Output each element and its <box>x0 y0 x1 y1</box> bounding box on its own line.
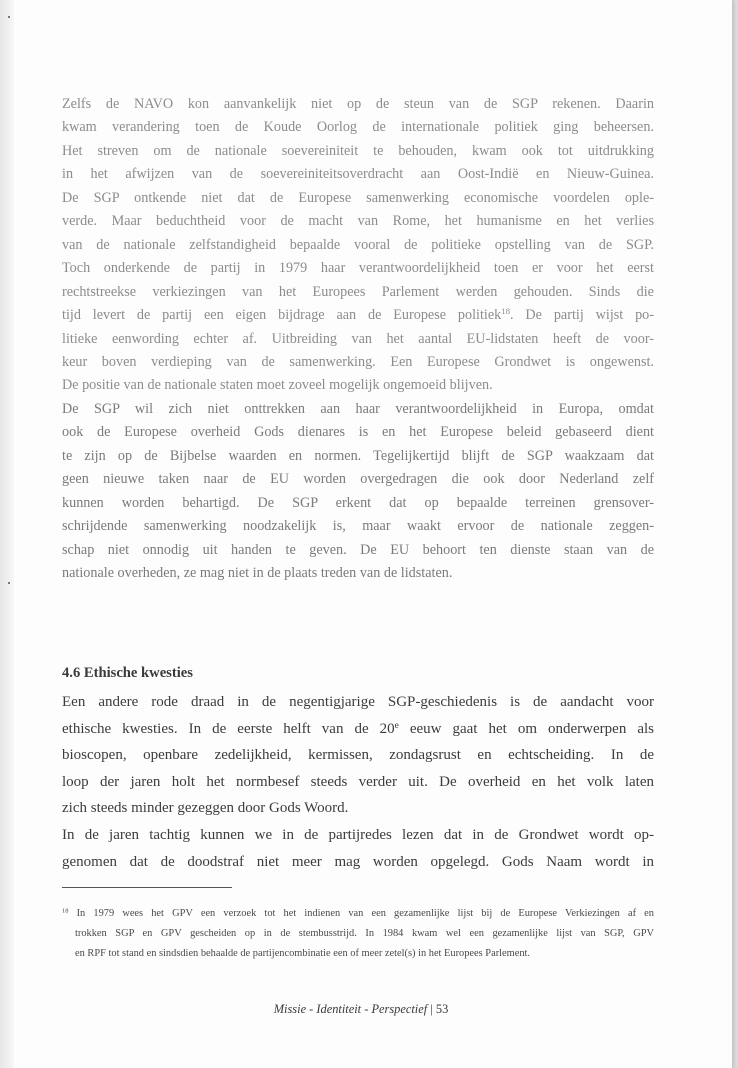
text-fragment: tijd levert de partij een eigen bijdrage aan de Europese politiek <box>62 307 502 324</box>
paragraph-europe <box>62 93 654 586</box>
text-line-with-footnote <box>62 304 654 327</box>
text-line: kwam verandering toen de Koude Oorlog de internationale politiek ging beheersen. <box>62 119 654 136</box>
footnote-line: trokken SGP en GPV gescheiden op in de stembusstrijd. In 1984 kwam wel een gezamenlijke lijst van SGP, GPV <box>75 928 654 939</box>
footer-title: Missie - Identiteit - Perspectief <box>273 1002 428 1016</box>
paragraph-ethics <box>62 689 654 875</box>
text-line: kunnen worden behartigd. De SGP erkent dat op bepaalde terreinen grensover- <box>62 494 654 511</box>
text-fragment: eeuw gaat het om onderwerpen als <box>398 720 654 737</box>
page-gutter <box>0 0 14 1068</box>
footnote <box>62 904 654 964</box>
text-fragment: In 1979 wees het GPV een verzoek tot het indienen van een gezamenlijke lijst bij de Europese Verkiezingen af en <box>68 908 654 919</box>
text-line: litieke eenwording echter af. Uitbreiding van het aantal EU-lidstaten heeft de voor- <box>62 330 654 347</box>
text-line: Toch onderkende de partij in 1979 haar verantwoordelijkheid toen er voor het eerst <box>62 260 654 277</box>
text-line: verde. Maar beduchtheid voor de macht van Rome, het humanisme en het verlies <box>62 213 654 230</box>
text-line: Zelfs de NAVO kon aanvankelijk niet op de steun van de SGP rekenen. Daarin <box>62 96 654 112</box>
footer-separator: | <box>427 1002 436 1016</box>
text-fragment: . De partij wijst po- <box>510 307 654 324</box>
text-line: genomen dat de doodstraf niet meer mag worden opgelegd. Gods Naam wordt in <box>62 853 654 870</box>
text-line: te zijn op de Bijbelse waarden en normen. Tegelijkertijd blijft de SGP waakzaam dat <box>62 447 654 464</box>
footnote-line <box>62 904 654 924</box>
text-line-with-superscript <box>62 716 654 743</box>
superscript: e <box>394 720 399 731</box>
text-line: nationale overheden, ze mag niet in de plaats treden van de lidstaten. <box>62 565 453 582</box>
text-line: schrijdende samenwerking noodzakelijk is, maar waakt ervoor de nationale zeggen- <box>62 518 654 535</box>
text-line: loop der jaren holt het normbesef steeds verder uit. De overheid en het volk laten <box>62 773 654 790</box>
text-line: zich steeds minder gezeggen door Gods Woord. <box>62 800 349 817</box>
text-line: schap niet onnodig uit handen te geven. De EU behoort ten dienste staan van de <box>62 541 654 558</box>
footnote-reference[interactable]: 18 <box>501 306 511 317</box>
text-line: rechtstreekse verkiezingen van het Europees Parlement werden gehouden. Sinds die <box>62 283 654 300</box>
text-line: keur boven verdieping van de samenwerking. Een Europese Grondwet is ongewenst. <box>62 353 654 370</box>
page-footer <box>0 1002 722 1017</box>
text-line: De SGP wil zich niet onttrekken aan haar verantwoordelijkheid in Europa, omdat <box>62 400 654 417</box>
text-line: De SGP ontkende niet dat de Europese samenwerking economische voordelen ople- <box>62 189 654 206</box>
text-line: ook de Europese overheid Gods dienares is en het Europese beleid gebaseerd dient <box>62 424 654 441</box>
edge-mark <box>8 16 10 18</box>
footnote-divider <box>62 887 232 888</box>
page-number: 53 <box>435 1002 449 1016</box>
footnote-line: en RPF tot stand en sindsdien behaalde de partijencombinatie een of meer zetel(s) in het Europees Parlement. <box>75 948 531 959</box>
text-fragment: ethische kwesties. In de eerste helft van de 20 <box>62 720 395 737</box>
text-line: Het streven om de nationale soevereiniteit te behouden, kwam ook tot uitdrukking <box>62 142 654 159</box>
text-line: van de nationale zelfstandigheid bepaalde vooral de politieke opstelling van de SGP. <box>62 236 654 253</box>
text-line: In de jaren tachtig kunnen we in de partijredes lezen dat in de Grondwet wordt op- <box>62 826 654 843</box>
text-line: in het afwijzen van de soevereiniteitsoverdracht aan Oost-Indië en Nieuw-Guinea. <box>62 166 654 183</box>
text-line: De positie van de nationale staten moet zoveel mogelijk ongemoeid blijven. <box>62 377 493 394</box>
text-line: geen nieuwe taken naar de EU worden overgedragen die ook door Nederland zelf <box>62 471 654 488</box>
text-line: bioscopen, openbare zedelijkheid, kermissen, zondagsrust en echtscheiding. In de <box>62 747 654 764</box>
edge-mark <box>8 582 10 584</box>
footnote-number: 18 <box>62 907 69 915</box>
text-line: Een andere rode draad in de negentigjarige SGP-geschiedenis is de aandacht voor <box>62 694 654 710</box>
section-heading: 4.6 Ethische kwesties <box>62 665 193 681</box>
